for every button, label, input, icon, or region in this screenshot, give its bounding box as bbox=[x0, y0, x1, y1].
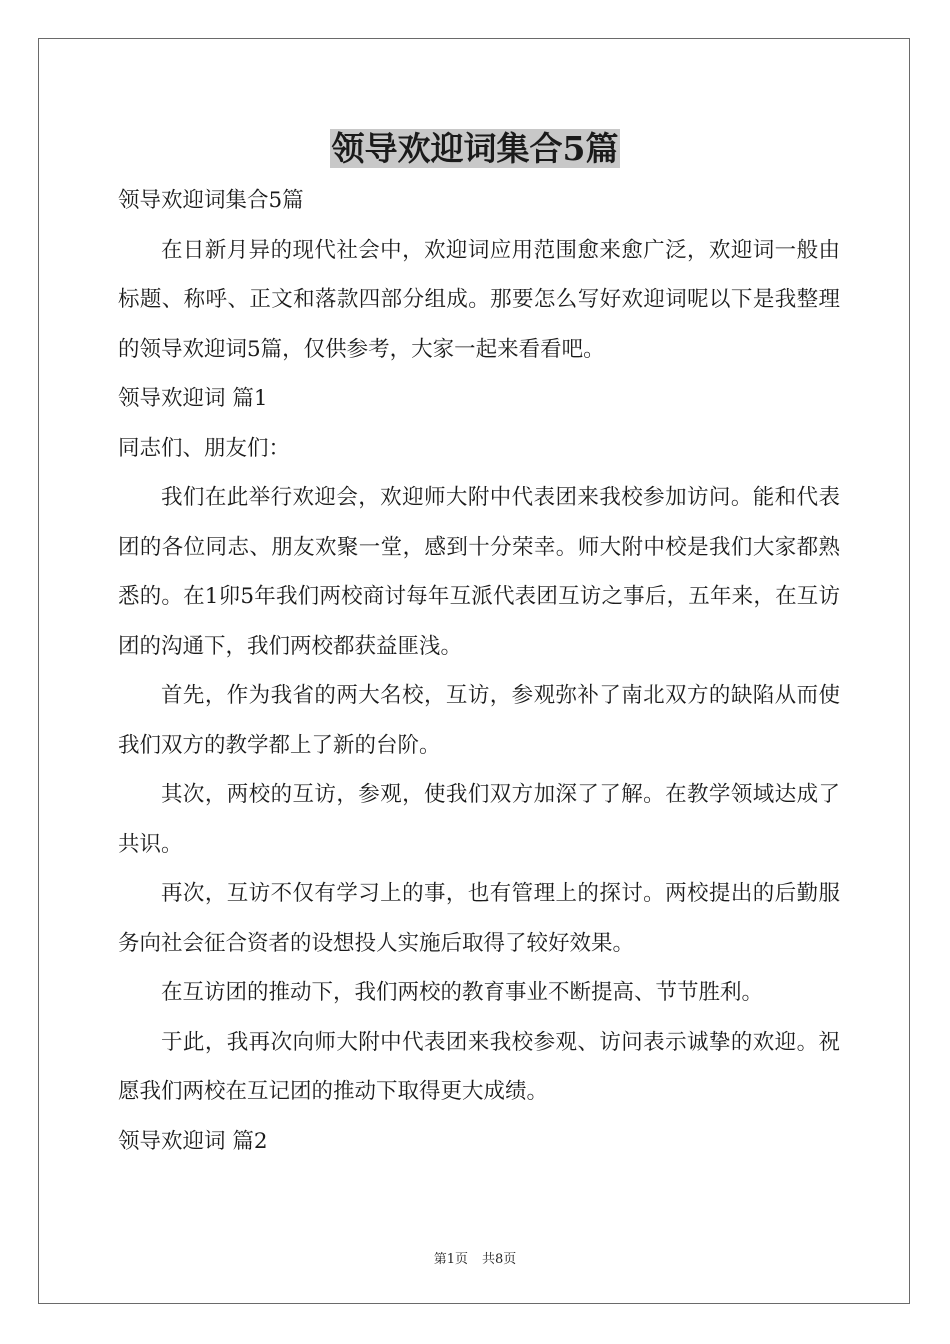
body-paragraph: 再次，互访不仅有学习上的事，也有管理上的探讨。两校提出的后勤服务向社会征合资者的设想投人实施后取得了较好效果。 bbox=[118, 881, 840, 956]
body-paragraph: 在互访团的推动下，我们两校的教育事业不断提高、节节胜利。 bbox=[161, 980, 764, 1005]
intro-paragraph: 在日新月异的现代社会中，欢迎词应用范围愈来愈广泛，欢迎词一般由标题、称呼、正文和落款四部分组成。那要怎么写好欢迎词呢以下是我整理的领导欢迎词5篇，仅供参考，大家一起来看看吧。 bbox=[118, 237, 840, 362]
body-paragraph: 首先，作为我省的两大名校，互访，参观弥补了南北双方的缺陷从而使我们双方的教学都上了新的台阶。 bbox=[118, 683, 840, 758]
section-heading-2: 领导欢迎词 篇2 bbox=[118, 1128, 268, 1154]
document-title bbox=[0, 126, 950, 172]
body-paragraph: 于此，我再次向师大附中代表团来我校参观、访问表示诚挚的欢迎。祝愿我们两校在互记团的推动下取得更大成绩。 bbox=[118, 1029, 840, 1104]
section-heading-1: 领导欢迎词 篇1 bbox=[118, 386, 268, 411]
document-title-text: 领导欢迎词集合5篇 bbox=[331, 129, 619, 168]
page-total: 共8页 bbox=[482, 1252, 517, 1267]
salutation: 同志们、朋友们： bbox=[118, 435, 291, 461]
page-number: 第1页 bbox=[433, 1252, 468, 1267]
subtitle-line: 领导欢迎词集合5篇 bbox=[118, 188, 304, 213]
document-body bbox=[118, 176, 840, 1166]
body-paragraph: 我们在此举行欢迎会，欢迎师大附中代表团来我校参加访问。能和代表团的各位同志、朋友欢聚一堂，感到十分荣幸。师大附中校是我们大家都熟悉的。在1卯5年我们两校商讨每年互派代表团互访之事后，五年来，在互访团的沟通下，我们两校都获益匪浅。 bbox=[118, 485, 840, 659]
page-footer bbox=[0, 1248, 950, 1267]
body-paragraph: 其次，两校的互访，参观，使我们双方加深了了解。在教学领域达成了共识。 bbox=[118, 782, 840, 857]
